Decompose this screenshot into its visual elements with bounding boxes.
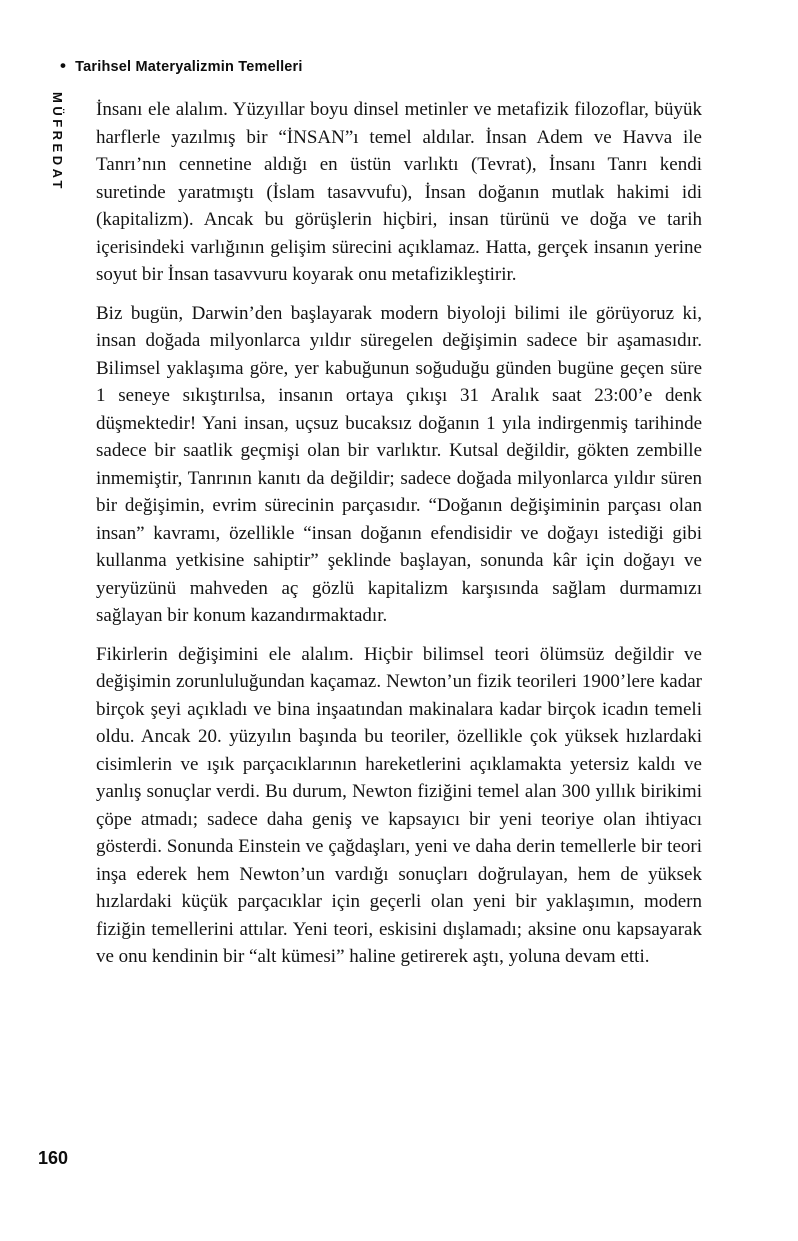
paragraph-1: İnsanı ele alalım. Yüzyıllar boyu dinsel metinler ve metafizik filozoflar, büyük harflerle yazılmış bir “İNSAN”ı temel aldılar. İnsan Adem ve Havva ile Tanrı’nın cennetine aldığı en üstün varlıktı (Tevrat), İnsanı Tanrı kendi suretinde yaratmıştı (İslam tasavvufu), İnsan doğanın mutlak hakimi idi (kapitalizm). Ancak bu görüşlerin hiçbiri, insan türünü ve doğa ve tarih içerisindeki varlığının gelişim sürecini açıklamaz. Hatta, gerçek insanın yerine soyut bir İnsan tasavvuru koyarak onu metafizikleştirir. xyxy=(96,99,702,285)
chapter-title: Tarihsel Materyalizmin Temelleri xyxy=(75,58,303,75)
page-number: 160 xyxy=(38,1148,69,1168)
paragraph-3: Fikirlerin değişimini ele alalım. Hiçbir bilimsel teori ölümsüz değildir ve değişimin zorunluluğundan kaçamaz. Newton’un fizik teorileri 1900’lere kadar birçok şeyi açıkladı ve bina inşaatından makinalara kadar birçok icadın temeli oldu. Ancak 20. yüzyılın başında bu teoriler, özellikle çok yüksek hızlardaki cisimlerin ve ışık parçacıklarının hareketlerini açıklamakta yetersiz kaldı ve yanlış sonuçlar verdi. Bu durum, Newton fiziğini temel alan 300 yıllık birikimi çöpe atmadı; sadece daha geniş ve kapsayıcı bir yeni teoriye olan ihtiyacı gösterdi. Sonunda Einstein ve çağdaşları, yeni ve daha derin temellerle bir teori inşa ederek hem Newton’un vardığı sonuçları doğrulayan, hem de yüksek hızlardaki küçük parçacıklar için geçerli olan yeni bir yaklaşımın, modern fiziğin temellerini attılar. Yeni teori, eskisini dışlamadı; aksine onu kapsayarak ve onu kendinin bir “alt kümesi” haline getirerek aştı, yoluna devam etti. xyxy=(96,643,702,967)
bullet-icon: • xyxy=(60,56,67,75)
series-side-label: MÜFREDAT xyxy=(50,92,65,192)
body-text xyxy=(96,96,702,982)
paragraph-2: Biz bugün, Darwin’den başlayarak modern biyoloji bilimi ile görüyoruz ki, insan doğada milyonlarca yıldır süregelen değişimin sadece bir aşamasıdır. Bilimsel yaklaşıma göre, yer kabuğunun soğuduğu günden bugüne geçen süre 1 seneye sıkıştırılsa, insanın ortaya çıkışı 31 Aralık saat 23:00’e denk düşmektedir! Yani insan, uçsuz bucaksız doğanın 1 yıla indirgenmiş tarihinde sadece bir saatlik geçmişi olan bir varlıktır. Kutsal değildir, gökten zembille inmemiştir, Tanrının kanıtı da değildir; sadece doğada milyonlarca yıldır süren bir değişimin, evrim sürecinin parçasıdır. “Doğanın değişiminin parçası olan insan” kavramı, özellikle “insan doğanın efendisidir ve doğayı istediği gibi kullanma yetkisine sahiptir” şeklinde başlayan, sonunda kâr için doğayı ve yeryüzünü mahveden aç gözlü kapitalizm karşısında sağlam durmamızı sağlayan bir konum kazandırmaktadır. xyxy=(96,302,702,626)
chapter-header xyxy=(60,58,303,75)
